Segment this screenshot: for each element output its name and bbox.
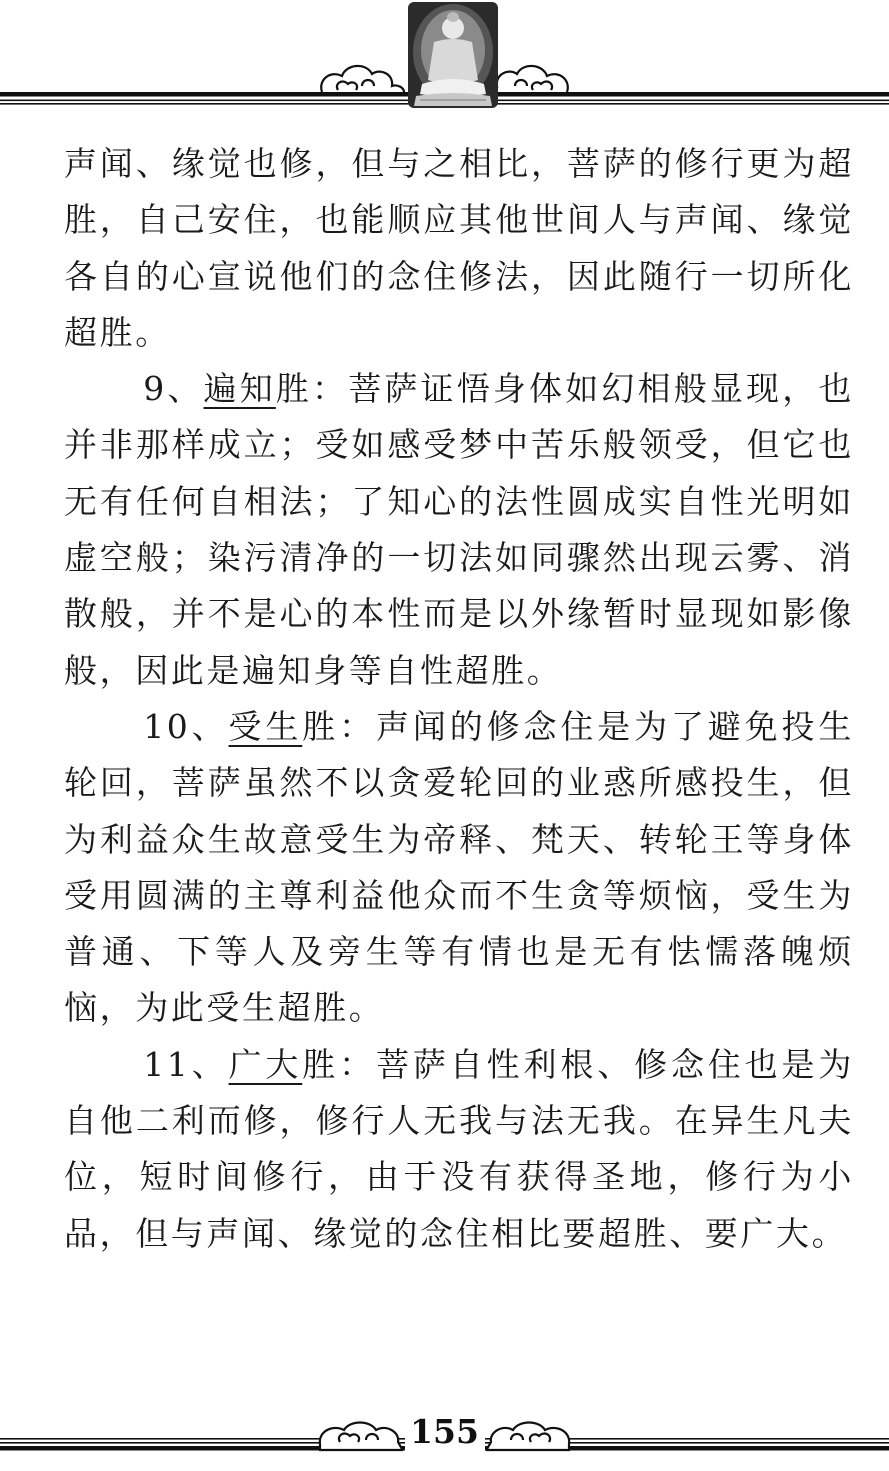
paragraph-continued: 声闻、缘觉也修，但与之相比，菩萨的修行更为超胜，自己安住，也能顺应其他世间人与声闻、缘觉各自的心宣说他们的念住修法，因此随行一切所化超胜。 xyxy=(64,144,854,352)
item-text: 胜：菩萨自性利根、修念住也是为自他二利而修，修行人无我与法无我。在异生凡夫位，短时间修行，由于没有获得圣地，修行为小品，但与声闻、缘觉的念住相比要超胜、要广大。 xyxy=(64,1044,855,1253)
header-rule xyxy=(0,0,889,118)
item-term: 广大 xyxy=(228,1044,303,1084)
item-number: 11、 xyxy=(143,1044,229,1084)
page-body xyxy=(64,136,854,1262)
item-number: 10、 xyxy=(143,706,229,746)
page-number: 155 xyxy=(410,1412,479,1451)
paragraph-item-11 xyxy=(64,1037,854,1262)
page-header xyxy=(0,0,889,118)
paragraph-item-9 xyxy=(64,361,854,699)
paragraph-item-10 xyxy=(64,699,854,1037)
item-term: 遍知 xyxy=(203,369,276,409)
item-term: 受生 xyxy=(228,706,303,746)
cloud-scroll-icon xyxy=(321,66,404,92)
item-text: 胜：声闻的修念住是为了避免投生轮回，菩萨虽然不以贪爱轮回的业惑所感投生，但为利益众生故意受生为帝释、梵天、转轮王等身体受用圆满的主尊利益他众而不生贪等烦恼，受生为普通、下等人及旁生等有情也是无有怯懦落魄烦恼，为此受生超胜。 xyxy=(64,706,855,1028)
seated-buddha-icon xyxy=(408,2,498,108)
item-text: 胜：菩萨证悟身体如幻相般显现，也并非那样成立；受如感受梦中苦乐般领受，但它也无有任何自相法；了知心的法性圆成实自性光明如虚空般；染污清净的一切法如同骤然出现云雾、消散般，并不是心的本性而是以外缘暂时显现如影像般，因此是遍知身等自性超胜。 xyxy=(64,369,854,690)
item-number: 9、 xyxy=(143,369,204,409)
